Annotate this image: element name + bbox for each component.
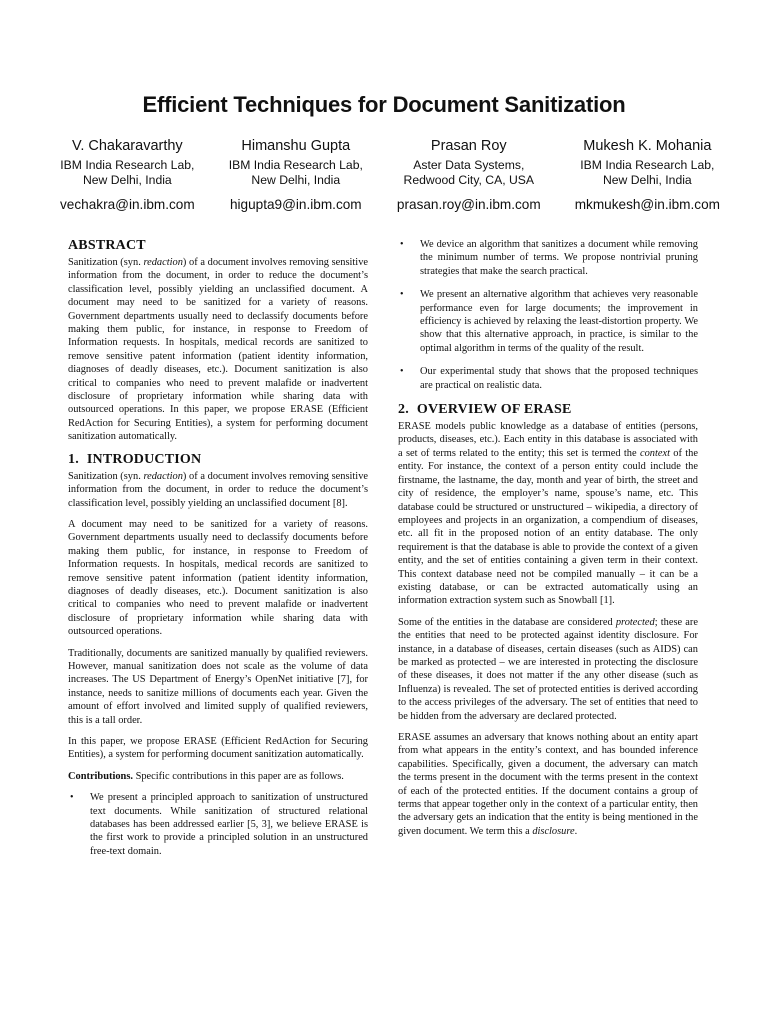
bullet-icon: •	[400, 239, 404, 250]
abstract-text	[68, 256, 368, 444]
author-name: Mukesh K. Mohania	[583, 138, 712, 154]
paragraph-text: .	[574, 825, 578, 837]
bullet-icon: •	[400, 366, 404, 378]
paragraph-text: Sanitization (syn.	[68, 470, 144, 482]
author-location: New Delhi, India	[82, 173, 172, 187]
abstract-text-start: Sanitization (syn.	[68, 257, 144, 268]
intro-paragraph-4: In this paper, we propose ERASE (Efficient RedAction for Securing Entities), a system for performing document sanitization automatically.	[68, 736, 368, 761]
paragraph-text: ERASE models public knowledge as a database of entities (persons, products, diseases, etc.). Each entity in this database is associated with a set of terms related to the entity; this set is termed the	[398, 421, 698, 459]
left-column	[68, 238, 368, 868]
author-affiliation: IBM India Research Lab,	[228, 158, 363, 172]
author-email: mkmukesh@in.ibm.com	[574, 197, 720, 212]
paragraph-text: Specific contributions in this paper are as follows.	[132, 770, 344, 782]
paper-title: Efficient Techniques for Document Sanitization	[142, 92, 626, 117]
bullet-icon: •	[400, 289, 404, 301]
intro-paragraph-1	[68, 470, 368, 510]
contributions-list-left	[68, 791, 368, 858]
author-3	[397, 138, 541, 212]
author-2	[229, 138, 363, 212]
author-affiliation: IBM India Research Lab,	[580, 158, 715, 172]
paragraph-text: ERASE assumes an adversary that knows nothing about an entity apart from what appears in the entity’s context, and has bounded inference capabilities. Specifically, given a document, the adversary can match the terms present in the document with the terms present in the context of each of the protected entities. If the document contains a group of terms that appear together only in the context of a particular entity, then the adversary gets an indication that the entity is being mentioned in the given document. We term this a	[398, 732, 698, 837]
paragraph-text: of the entity. For instance, the context of a person entity could include the firstname, the lastname, the day, month and year of birth, the street and city of residence, the employer’s name, spouse’s name, etc. This database could be structured or unstructured – wikipedia, a directory of employees and projects in an organization, a compendium of diseases, etc. all fit in the proposed notion of an entity database. The only requirement is that the database is able to provide the context of a given entity, and the set of entities containing a given term in their context. This context database need not be compiled manually – it can be a existing database, or can be extracted automatically using an information extraction system such as Snowball [1].	[398, 447, 698, 607]
list-item	[398, 238, 698, 278]
section-number: 1.	[68, 451, 79, 467]
overview-heading	[398, 402, 698, 418]
author-name: V. Chakaravarthy	[71, 138, 183, 154]
list-item-text: We present a principled approach to sanitization of unstructured text documents. While sanitization of structured relational databases has been addressed earlier [5, 3], we believe ERASE is the first work to provide a principled solution in an unstructured free-text domain.	[90, 792, 368, 857]
contributions-lead: Contributions.	[68, 770, 133, 782]
section-title: INTRODUCTION	[86, 451, 202, 467]
contributions-paragraph	[68, 770, 368, 783]
author-location: Redwood City, CA, USA	[403, 173, 535, 187]
contributions-list-right	[398, 238, 698, 392]
author-location: New Delhi, India	[602, 173, 692, 187]
author-email: higupta9@in.ibm.com	[229, 197, 362, 212]
paragraph-text: ) of a document involves removing sensitive information from the document, in order to reduce the document’s classification level, possibly yielding an unclassified document [8].	[68, 470, 368, 509]
author-email: prasan.roy@in.ibm.com	[396, 197, 541, 212]
section-number: 2.	[398, 402, 409, 418]
author-location: New Delhi, India	[251, 173, 341, 187]
overview-paragraph-3	[398, 731, 698, 838]
abstract-heading: ABSTRACT	[68, 238, 146, 253]
list-item-text: Our experimental study that shows that the proposed techniques are practical on realistic data.	[420, 366, 698, 391]
bullet-icon: •	[70, 792, 74, 804]
paragraph-emphasis: protected	[615, 616, 655, 628]
overview-paragraph-2	[398, 616, 698, 723]
author-name: Prasan Roy	[430, 138, 507, 154]
list-item	[398, 365, 698, 392]
paragraph-text: Some of the entities in the database are considered	[398, 616, 616, 628]
intro-paragraph-3: Traditionally, documents are sanitized manually by qualified reviewers. However, manual sanitization does not scale as the volume of data increases. The US Department of Energy’s OpenNet initiative [7], for instance, needs to sanitize millions of documents each year. Given the amount of effort involved and limited supply of qualified reviewers, this is a tall order.	[68, 647, 368, 726]
list-item-text: We device an algorithm that sanitizes a document while removing the minimum number of terms. We propose nontrivial pruning strategies that make the search practical.	[420, 239, 698, 277]
paragraph-text: ; these are the entities that need to be protected against identity disclosure. For instance, in a database of diseases, certain diseases (such as AIDS) can be marked as protected – we are interested in protecting the disclosure of these diseases, it does not matter if the any other disease (such as Influenza) is revealed. The set of protected entities is derived according to the access privileges of the adversary. The set of entities that need to be hidden from the adversary are declared protected.	[398, 616, 698, 722]
overview-paragraph-1	[398, 420, 698, 608]
abstract-emphasis: redaction	[143, 257, 183, 268]
abstract-text-rest: ) of a document involves removing sensitive information from the document, in order to reduce the document’s classification level, possibly yielding an unclassified document. A document may need to be sanitized for a variety of reasons. Government departments usually need to declassify documents before making them public, for instance, in response to Freedom of Information requests. In hospitals, medical records are sanitized to remove sensitive patent information (patient identity information, diagnoses of deadly diseases, etc.). Document sanitization is also critical to companies who need to prevent malafide or inadvertent disclosure of proprietary information while sharing data with outsourced operations. In this paper, we propose ERASE (Efficient RedAction for Securing Entities), a system for performing document sanitization automatically.	[68, 257, 368, 443]
list-item	[68, 791, 368, 858]
list-item	[398, 288, 698, 355]
author-1	[60, 138, 195, 212]
paragraph-emphasis: context	[639, 447, 670, 459]
author-name: Himanshu Gupta	[241, 138, 351, 154]
paragraph-emphasis: redaction	[143, 470, 183, 482]
paragraph-emphasis: disclosure	[532, 825, 575, 837]
section-title: OVERVIEW OF ERASE	[416, 402, 572, 418]
author-email: vechakra@in.ibm.com	[60, 197, 195, 212]
intro-paragraph-2: A document may need to be sanitized for a variety of reasons. Government departments usually need to declassify documents before making them public, for instance, in response to Freedom of Information requests. In hospitals, medical records are sanitized to remove sensitive patent information (patient identity information, diagnoses of deadly diseases, etc.). Document sanitization is also critical to companies who need to prevent malafide or inadvertent disclosure of proprietary information while sharing data with outsourced operations.	[68, 518, 368, 638]
author-4	[575, 138, 720, 212]
list-item-text: We present an alternative algorithm that achieves very reasonable performance even for large documents; the improvement in efficiency is achieved by relaxing the least-distortion property. We show that this alternative approach, in practice, is similar to the optimal algorithm in terms of the quality of the result.	[420, 289, 698, 354]
intro-heading	[68, 452, 368, 468]
author-affiliation: Aster Data Systems,	[413, 158, 525, 172]
author-block	[60, 138, 720, 212]
author-affiliation: IBM India Research Lab,	[60, 158, 195, 172]
right-column	[398, 238, 698, 846]
